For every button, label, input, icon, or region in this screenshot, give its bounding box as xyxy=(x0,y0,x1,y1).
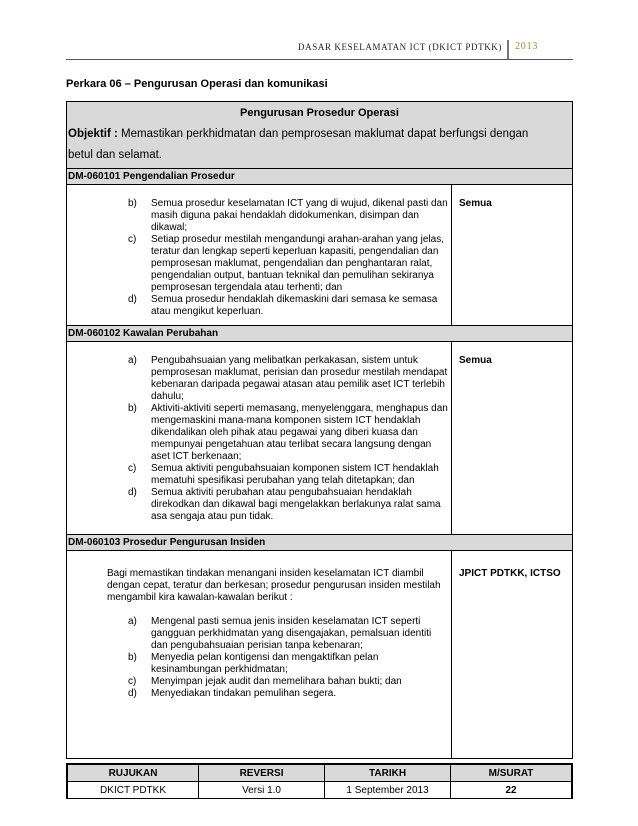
list-item: c) Menyimpan jejak audit dan memelihara bahan bukti; dan xyxy=(128,676,402,687)
table-heading: Pengurusan Prosedur Operasi xyxy=(240,107,399,119)
header-separator xyxy=(507,40,509,60)
page-header xyxy=(0,40,638,60)
column-divider xyxy=(451,342,452,534)
list-item: b) Aktiviti-aktiviti seperti memasang, menyelenggara, menghapus dan mengemaskini mana-mana komponen sistem ICT hendaklah dikendalikan oleh pihak atau pegawai yang diberi kuasa dan mempunyai pengetahuan atau terlibat secara langsung dengan aset ICT berkenaan; xyxy=(128,403,448,462)
intro-paragraph: Bagi memastikan tindakan menangani insiden keselamatan ICT diambil dengan cepat, teratur dan berkesan; prosedur pengurusan insiden mestilah mengambil kira kawalan-kawalan berikut : xyxy=(107,568,441,603)
footer-value-cell: Versi 1.0 xyxy=(199,782,325,799)
list-item: a) Mengenal pasti semua jenis insiden keselamatan ICT seperti gangguan perkhidmatan yang disengajakan, pemalsuan identiti dan pengubahsuaian perisian tanpa kebenaran; xyxy=(128,616,432,651)
objective-text: Memastikan perkhidmatan dan pemprosesan maklumat dapat berfungsi dengan betul dan selamat. xyxy=(68,128,529,161)
objective xyxy=(68,124,556,166)
section-header-060102: DM-060102 Kawalan Perubahan xyxy=(67,326,572,342)
list-item: c) Semua aktiviti pengubahsuaian komponen sistem ICT hendaklah mematuhi spesifikasi perubahan yang telah ditetapkan; dan xyxy=(128,463,439,486)
footer-header-row xyxy=(68,765,572,782)
section-header-060103: DM-060103 Prosedur Pengurusan Insiden xyxy=(67,535,572,551)
list-item: b) Menyedia pelan kontigensi dan mengaktifkan pelan kesinambungan perkhidmatan; xyxy=(128,652,379,675)
list-item: d) Semua aktiviti perubahan atau pengubahsuaian hendaklah direkodkan dan dikawal bagi mengelakkan berlakunya ralat sama asa sengaja atau pun tidak. xyxy=(128,487,441,522)
footer-header-cell: RUJUKAN xyxy=(68,765,199,782)
document-title: DASAR KESELAMATAN ICT (DKICT PDTKK) xyxy=(298,42,502,52)
document-footer xyxy=(66,763,573,799)
section-content-060101 xyxy=(67,185,572,326)
list-item: d) Menyediakan tindakan pemulihan segera. xyxy=(128,688,337,699)
responsibility: JPICT PDTKK, ICTSO xyxy=(459,568,561,579)
section-header-060101: DM-060101 Pengendalian Prosedur xyxy=(67,169,572,185)
footer-header-cell: M/SURAT xyxy=(451,765,572,782)
sub-list xyxy=(107,616,447,700)
column-divider xyxy=(451,551,452,758)
responsibility: Semua xyxy=(459,355,492,366)
item-list xyxy=(128,355,450,523)
item-list xyxy=(107,568,447,700)
objective-label: Objektif : xyxy=(68,128,118,140)
footer-value-cell: 1 September 2013 xyxy=(325,782,451,799)
procedure-table xyxy=(66,101,573,759)
list-item: c) Setiap prosedur mestilah mengandungi arahan-arahan yang jelas, teratur dan lengkap seperti keperluan kapasiti, pengendalian dan pemprosesan maklumat, pengendalian dan penghantaran ralat, pengendalian output, bantuan teknikal dan pemulihan sekiranya pemprosesan tergendala atau terhenti; dan xyxy=(128,234,444,293)
footer-value-row xyxy=(68,782,572,799)
footer-value-cell: 22 xyxy=(451,782,572,799)
footer-value-cell: DKICT PDTKK xyxy=(68,782,199,799)
footer-header-cell: REVERSI xyxy=(199,765,325,782)
responsibility: Semua xyxy=(459,198,492,209)
footer-header-cell: TARIKH xyxy=(325,765,451,782)
list-item: d) Semua prosedur hendaklah dikemaskini dari semasa ke semasa atau mengikut keperluan. xyxy=(128,294,438,317)
footer-table xyxy=(67,764,572,799)
table-heading-row xyxy=(67,102,572,169)
section-content-060103 xyxy=(67,551,572,758)
column-divider xyxy=(451,185,452,325)
section-title: Perkara 06 – Pengurusan Operasi dan komunikasi xyxy=(66,78,328,90)
item-list xyxy=(128,198,450,318)
section-content-060102 xyxy=(67,342,572,535)
list-item: b) Semua prosedur keselamatan ICT yang di wujud, dikenal pasti dan masih diguna pakai hendaklah didokumenkan, disimpan dan dikawal; xyxy=(128,198,448,233)
document-year: 2013 xyxy=(515,41,539,52)
header-rule xyxy=(66,59,573,60)
list-item: a) Pengubahsuaian yang melibatkan perkakasan, sistem untuk pemprosesan maklumat, perisian dan prosedur mestilah mendapat kebenaran daripada pegawai atasan atau pemilik aset ICT terlebih dahulu; xyxy=(128,355,448,402)
